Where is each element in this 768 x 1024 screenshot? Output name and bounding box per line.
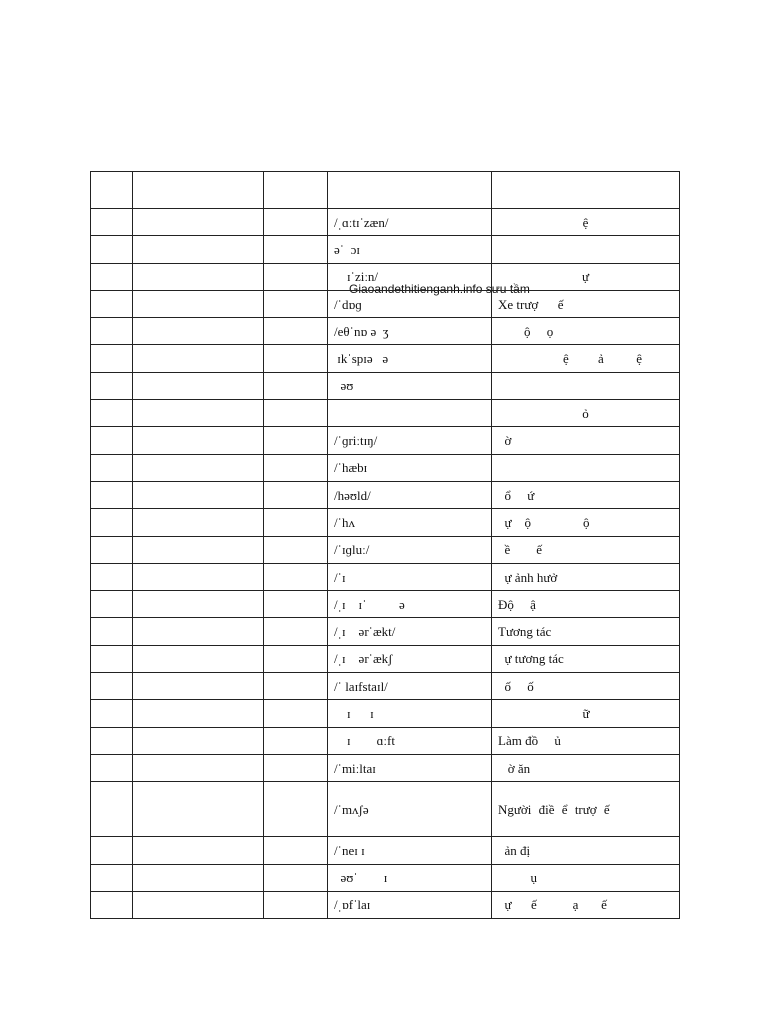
no-cell [91, 727, 133, 754]
meaning-cell: ự ộ ộ [492, 509, 680, 536]
meaning-cell: ự tương tác [492, 645, 680, 672]
table-row [91, 618, 680, 645]
table-row [91, 645, 680, 672]
table-row [91, 700, 680, 727]
pronunciation-cell: /ˌɒfˈlaɪ [328, 891, 492, 918]
type-cell [264, 400, 328, 427]
type-cell [264, 536, 328, 563]
meaning-cell: ộ ọ [492, 318, 680, 345]
meaning-cell: ữ [492, 700, 680, 727]
word-cell [133, 700, 264, 727]
meaning-cell: Độ ậ [492, 591, 680, 618]
meaning-cell: ổ ứ [492, 481, 680, 508]
table-row [91, 236, 680, 263]
table-row [91, 427, 680, 454]
type-cell [264, 782, 328, 837]
no-cell [91, 618, 133, 645]
meaning-cell: ản đị [492, 837, 680, 864]
pronunciation-cell: /həʊld/ [328, 481, 492, 508]
type-cell [264, 236, 328, 263]
word-cell [133, 209, 264, 236]
no-cell [91, 891, 133, 918]
no-cell [91, 454, 133, 481]
no-cell [91, 837, 133, 864]
table-row [91, 372, 680, 399]
pronunciation-cell: /ˌɪ ərˈækʃ [328, 645, 492, 672]
meaning-cell [492, 454, 680, 481]
no-cell [91, 209, 133, 236]
meaning-cell: ự ế ạ ế [492, 891, 680, 918]
type-cell [264, 454, 328, 481]
word-cell [133, 864, 264, 891]
type-cell [264, 318, 328, 345]
no-cell [91, 591, 133, 618]
word-cell [133, 891, 264, 918]
pronunciation-cell: /ˈdɒɡ [328, 290, 492, 317]
type-cell [264, 481, 328, 508]
word-cell [133, 290, 264, 317]
meaning-cell: ờ ăn [492, 754, 680, 781]
type-cell [264, 891, 328, 918]
type-cell [264, 209, 328, 236]
word-cell [133, 754, 264, 781]
meaning-cell: ề ế [492, 536, 680, 563]
table-row [91, 400, 680, 427]
type-cell [264, 290, 328, 317]
type-cell [264, 864, 328, 891]
no-cell [91, 673, 133, 700]
type-cell [264, 263, 328, 290]
no-cell [91, 563, 133, 590]
word-cell [133, 454, 264, 481]
pronunciation-cell: /ˈɪɡluː/ [328, 536, 492, 563]
meaning-cell: Người điề ể trượ ế [492, 782, 680, 837]
table-row [91, 481, 680, 508]
pronunciation-cell [328, 400, 492, 427]
word-cell [133, 727, 264, 754]
pronunciation-cell: ɪ ɪ [328, 700, 492, 727]
table-row [91, 263, 680, 290]
no-cell [91, 427, 133, 454]
word-cell [133, 481, 264, 508]
type-cell [264, 645, 328, 672]
table-row [91, 536, 680, 563]
pronunciation-cell: /ˌɪ ərˈækt/ [328, 618, 492, 645]
pronunciation-cell: ɪ ɑːft [328, 727, 492, 754]
type-cell [264, 427, 328, 454]
pronunciation-cell: /ˈɡriːtɪŋ/ [328, 427, 492, 454]
pronunciation-cell: /ˈneɪ ɪ [328, 837, 492, 864]
meaning-cell: Xe trượ ế [492, 290, 680, 317]
pronunciation-cell: /ˌɑːtɪˈzæn/ [328, 209, 492, 236]
table-row [91, 727, 680, 754]
word-cell [133, 837, 264, 864]
table-row [91, 509, 680, 536]
word-cell [133, 318, 264, 345]
table-row [91, 891, 680, 918]
table-row [91, 290, 680, 317]
word-cell [133, 372, 264, 399]
header-cell-pronunciation [328, 172, 492, 209]
type-cell [264, 837, 328, 864]
pronunciation-cell: /ˈmʌʃə [328, 782, 492, 837]
type-cell [264, 591, 328, 618]
word-cell [133, 536, 264, 563]
pronunciation-cell: /ˌɪ ɪˈ ə [328, 591, 492, 618]
meaning-cell: ỏ [492, 400, 680, 427]
table-row [91, 864, 680, 891]
no-cell [91, 400, 133, 427]
word-cell [133, 563, 264, 590]
type-cell [264, 563, 328, 590]
vocabulary-table [90, 171, 680, 919]
word-cell [133, 263, 264, 290]
type-cell [264, 372, 328, 399]
pronunciation-cell: /ˈ laɪfstaɪl/ [328, 673, 492, 700]
type-cell [264, 727, 328, 754]
no-cell [91, 864, 133, 891]
word-cell [133, 591, 264, 618]
watermark: Giaoandethitienganh.info sưu tầm [349, 282, 530, 296]
pronunciation-cell: ɪˈziːn/ [328, 263, 492, 290]
type-cell [264, 618, 328, 645]
word-cell [133, 673, 264, 700]
pronunciation-cell: əˈ ɔɪ [328, 236, 492, 263]
meaning-cell: ờ [492, 427, 680, 454]
table-row [91, 454, 680, 481]
no-cell [91, 645, 133, 672]
word-cell [133, 236, 264, 263]
type-cell [264, 700, 328, 727]
meaning-cell: ố ố [492, 673, 680, 700]
meaning-cell: ự [492, 263, 680, 290]
no-cell [91, 782, 133, 837]
word-cell [133, 509, 264, 536]
meaning-cell: ệ ả ệ [492, 345, 680, 372]
no-cell [91, 236, 133, 263]
type-cell [264, 754, 328, 781]
table-body [91, 172, 680, 919]
no-cell [91, 700, 133, 727]
table-row [91, 673, 680, 700]
word-cell [133, 645, 264, 672]
meaning-cell: Làm đồ ủ [492, 727, 680, 754]
no-cell [91, 481, 133, 508]
meaning-cell: ụ [492, 864, 680, 891]
no-cell [91, 372, 133, 399]
table-row [91, 563, 680, 590]
no-cell [91, 536, 133, 563]
meaning-cell [492, 236, 680, 263]
table-row [91, 345, 680, 372]
pronunciation-cell: ɪkˈspɪə ə [328, 345, 492, 372]
type-cell [264, 509, 328, 536]
meaning-cell: Tương tác [492, 618, 680, 645]
pronunciation-cell: /ˈɪ [328, 563, 492, 590]
no-cell [91, 345, 133, 372]
pronunciation-cell: /ˈhʌ [328, 509, 492, 536]
pronunciation-cell: əʊˈ ɪ [328, 864, 492, 891]
no-cell [91, 318, 133, 345]
no-cell [91, 509, 133, 536]
no-cell [91, 290, 133, 317]
meaning-cell: ệ [492, 209, 680, 236]
table-row [91, 591, 680, 618]
table-row [91, 318, 680, 345]
word-cell [133, 782, 264, 837]
table-row [91, 837, 680, 864]
pronunciation-cell: /ˈhæbɪ [328, 454, 492, 481]
header-cell-type [264, 172, 328, 209]
pronunciation-cell: əʊ [328, 372, 492, 399]
pronunciation-cell: /eθˈnɒ ə ʒ [328, 318, 492, 345]
word-cell [133, 400, 264, 427]
word-cell [133, 427, 264, 454]
pronunciation-cell: /ˈmiːltaɪ [328, 754, 492, 781]
table-row [91, 782, 680, 837]
meaning-cell [492, 372, 680, 399]
table-header-row [91, 172, 680, 209]
meaning-cell: ự ảnh hưở [492, 563, 680, 590]
word-cell [133, 618, 264, 645]
header-cell-meaning [492, 172, 680, 209]
header-cell-word [133, 172, 264, 209]
table-row [91, 754, 680, 781]
type-cell [264, 673, 328, 700]
no-cell [91, 263, 133, 290]
no-cell [91, 754, 133, 781]
word-cell [133, 345, 264, 372]
type-cell [264, 345, 328, 372]
table-row [91, 209, 680, 236]
header-cell-no [91, 172, 133, 209]
